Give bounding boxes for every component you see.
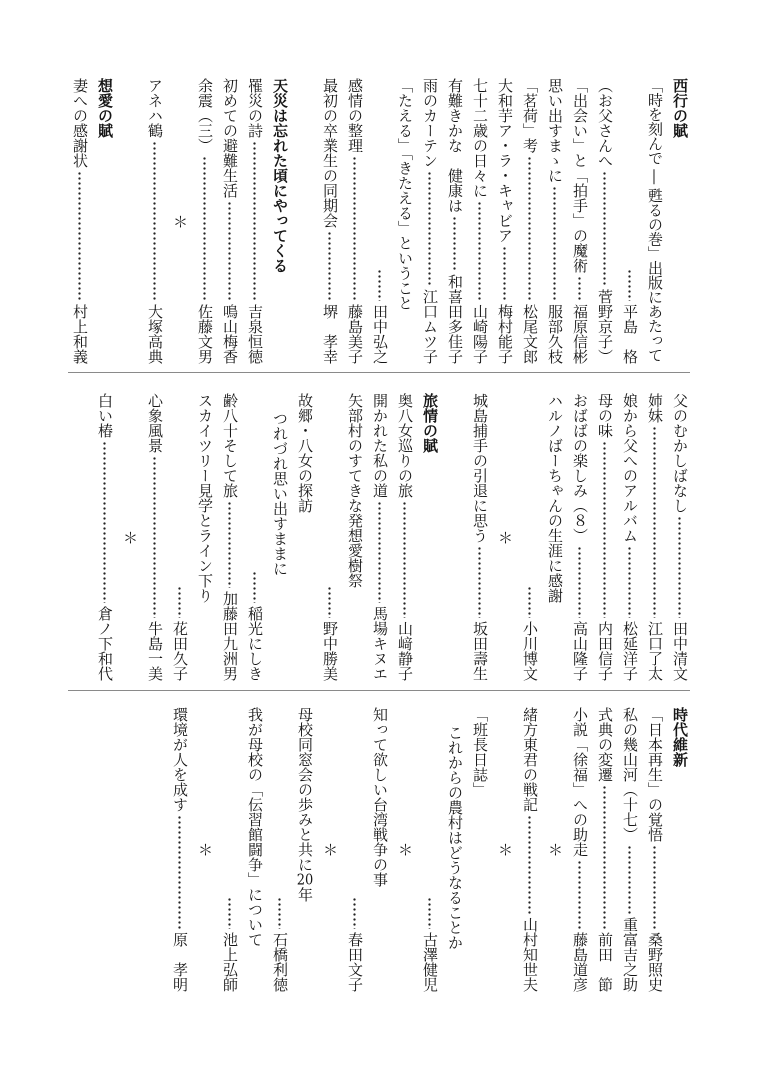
dot-leader bbox=[167, 586, 192, 618]
dot-leader bbox=[467, 546, 492, 618]
separator-mark bbox=[492, 393, 517, 681]
toc-entry-author-line bbox=[367, 78, 392, 364]
dot-leader bbox=[317, 231, 342, 301]
toc-entry-title-line bbox=[292, 707, 317, 992]
entry-author: 馬場キヌエ bbox=[371, 606, 389, 681]
toc-entry bbox=[217, 393, 242, 681]
toc-entry bbox=[317, 78, 342, 364]
separator-mark bbox=[492, 707, 517, 992]
entry-title: 「たえる」「きたえる」ということ bbox=[396, 78, 414, 311]
dot-leader bbox=[417, 897, 442, 929]
upright-number: 20 bbox=[296, 872, 314, 887]
toc-entry-author-line bbox=[617, 78, 642, 364]
toc-entry bbox=[367, 393, 392, 681]
entry-author: 内田信子 bbox=[596, 621, 614, 681]
entry-title: （お父さんへ bbox=[596, 78, 614, 168]
dot-leader bbox=[492, 246, 517, 301]
toc-entry-title-line bbox=[467, 707, 492, 992]
dot-leader bbox=[242, 571, 267, 603]
toc-entry-author-line bbox=[342, 707, 367, 992]
entry-author: 吉泉恒徳 bbox=[246, 304, 264, 364]
section-heading-text: 天災は忘れた頃にやってくる bbox=[271, 78, 289, 273]
toc-entry bbox=[442, 78, 467, 364]
dot-leader bbox=[142, 141, 167, 301]
toc-entry bbox=[592, 707, 617, 992]
dot-leader bbox=[242, 141, 267, 301]
dot-leader bbox=[342, 156, 367, 301]
toc-entry bbox=[667, 393, 692, 681]
entry-author: 牛島一美 bbox=[146, 621, 164, 681]
divider-line bbox=[68, 372, 690, 373]
dot-leader bbox=[392, 501, 417, 618]
blank-column bbox=[292, 78, 317, 364]
dot-leader bbox=[217, 501, 242, 588]
dot-leader bbox=[642, 845, 667, 929]
entry-title: 開かれた私の道 bbox=[371, 393, 389, 498]
blank-column bbox=[442, 393, 467, 681]
toc-entry-author-line bbox=[317, 393, 342, 681]
entry-title: 母校同窓会の歩みと共に20年 bbox=[296, 707, 314, 902]
dot-leader bbox=[342, 897, 367, 929]
entry-author: 菅野京子） bbox=[596, 289, 614, 364]
entry-author: 花田久子 bbox=[171, 621, 189, 681]
entry-author: 福原信彬 bbox=[571, 304, 589, 364]
dot-leader bbox=[567, 860, 592, 929]
dot-leader bbox=[217, 897, 242, 929]
entry-title: 環境が人を成す bbox=[171, 707, 189, 812]
entry-title: 大和芋ア・ラ・キャビア bbox=[496, 78, 514, 243]
toc-entry bbox=[642, 393, 667, 681]
entry-title: 雨のカーテン bbox=[421, 78, 439, 168]
section-heading bbox=[667, 707, 692, 992]
entry-title: 心象風景 bbox=[146, 393, 164, 453]
section-heading bbox=[267, 78, 292, 364]
toc-entry-title-line bbox=[542, 393, 567, 681]
dot-leader bbox=[67, 171, 92, 301]
entry-author: 桑野照史 bbox=[646, 932, 664, 992]
toc-entry-title-line bbox=[292, 393, 317, 681]
asterisk-mark: ＊ bbox=[171, 213, 189, 229]
toc-entry-subtitle-line bbox=[267, 393, 292, 681]
entry-author: 平島 格 bbox=[621, 304, 639, 364]
toc-entry bbox=[492, 78, 517, 364]
dot-leader bbox=[517, 156, 542, 301]
entry-author: 高山隆子 bbox=[571, 621, 589, 681]
entry-author: 山﨑静子 bbox=[396, 621, 414, 681]
section-heading bbox=[92, 78, 117, 364]
toc-entry bbox=[467, 78, 492, 364]
toc-entry-author-line bbox=[217, 707, 242, 992]
entry-author: 小川博文 bbox=[521, 621, 539, 681]
entry-title: 七十二歳の日々に bbox=[471, 78, 489, 198]
dot-leader bbox=[617, 546, 642, 618]
toc-band-bottom bbox=[67, 707, 692, 992]
toc-entry bbox=[417, 78, 442, 364]
toc-entry bbox=[567, 707, 592, 992]
entry-author: 野中勝美 bbox=[321, 621, 339, 681]
toc-band-middle bbox=[67, 393, 692, 681]
separator-mark bbox=[192, 707, 217, 992]
section-heading-text: 想愛の賦 bbox=[96, 78, 114, 138]
toc-entry bbox=[167, 707, 192, 992]
toc-entry-title-line bbox=[242, 707, 267, 992]
entry-author: 田中清文 bbox=[671, 621, 689, 681]
dot-leader bbox=[192, 156, 217, 301]
toc-entry bbox=[617, 393, 642, 681]
toc-entry bbox=[142, 393, 167, 681]
entry-title: 「出会い」と「拍手」の魔術 bbox=[571, 78, 589, 273]
dot-leader bbox=[417, 171, 442, 286]
entry-title: 私の幾山河（十七） bbox=[621, 707, 639, 842]
toc-entry-author-line bbox=[417, 707, 442, 992]
dot-leader bbox=[592, 171, 617, 286]
toc-entry bbox=[567, 393, 592, 681]
entry-title: 思い出すまゝに bbox=[546, 78, 564, 183]
entry-title: 小説「徐福」への助走 bbox=[571, 707, 589, 857]
dot-leader bbox=[517, 586, 542, 618]
entry-author: 原 孝明 bbox=[171, 932, 189, 992]
entry-author: 古澤健児 bbox=[421, 932, 439, 992]
entry-author: 松延洋子 bbox=[621, 621, 639, 681]
entry-title: 城島捕手の引退に思う bbox=[471, 393, 489, 543]
toc-entry bbox=[192, 78, 217, 364]
entry-title: ハルノばーちゃんの生涯に感謝 bbox=[546, 393, 564, 603]
dot-leader bbox=[367, 269, 392, 301]
entry-title: 矢部村のすてきな発想愛樹祭 bbox=[346, 393, 364, 588]
toc-entry bbox=[517, 707, 542, 992]
dot-leader bbox=[567, 276, 592, 301]
entry-author: 梅村能子 bbox=[496, 304, 514, 364]
entry-author: 藤島美子 bbox=[346, 304, 364, 364]
asterisk-mark: ＊ bbox=[496, 529, 514, 545]
toc-entry bbox=[592, 78, 617, 364]
asterisk-mark: ＊ bbox=[396, 842, 414, 857]
toc-band-top bbox=[67, 78, 692, 364]
dot-leader bbox=[267, 897, 292, 929]
entry-author: 服部久枝 bbox=[546, 304, 564, 364]
entry-author: 池上弘師 bbox=[221, 932, 239, 992]
dot-leader bbox=[617, 845, 642, 914]
toc-entry bbox=[467, 393, 492, 681]
entry-title: 「日本再生」の覚悟 bbox=[646, 707, 664, 842]
entry-title: 式典の変遷 bbox=[596, 707, 614, 782]
entry-author: 山崎陽子 bbox=[471, 304, 489, 364]
toc-entry-author-line bbox=[242, 393, 267, 681]
entry-title: 奥八女巡りの旅 bbox=[396, 393, 414, 498]
dot-leader bbox=[567, 546, 592, 618]
entry-author: 石橋利徳 bbox=[271, 932, 289, 992]
asterisk-mark: ＊ bbox=[496, 842, 514, 857]
toc-entry bbox=[92, 393, 117, 681]
entry-author: 江口了太 bbox=[646, 621, 664, 681]
entry-author: 重富吉之助 bbox=[621, 917, 639, 992]
entry-author: 山村知世夫 bbox=[521, 917, 539, 992]
entry-author: 坂田壽生 bbox=[471, 621, 489, 681]
entry-author: 倉ノ下和代 bbox=[96, 606, 114, 681]
entry-author: 前田 節 bbox=[596, 932, 614, 992]
entry-title: スカイツリー見学とライン下り bbox=[196, 393, 214, 603]
separator-mark bbox=[167, 78, 192, 364]
dot-leader bbox=[592, 785, 617, 929]
separator-mark bbox=[542, 707, 567, 992]
toc-entry-title-line bbox=[192, 393, 217, 681]
dot-leader bbox=[667, 516, 692, 618]
toc-entry-subtitle-line bbox=[442, 707, 467, 992]
toc-entry-title-line bbox=[342, 393, 367, 681]
entry-author: 佐藤文男 bbox=[196, 304, 214, 364]
entry-title: 妻への感謝状 bbox=[71, 78, 89, 168]
entry-subtitle: つれづれ思い出すままに bbox=[271, 411, 289, 576]
toc-entry-title-line bbox=[392, 78, 417, 364]
dot-leader bbox=[317, 586, 342, 618]
entry-title: おばばの楽しみ（８） bbox=[571, 393, 589, 543]
dot-leader bbox=[517, 815, 542, 914]
separator-mark bbox=[117, 393, 142, 681]
entry-author: 藤島道彦 bbox=[571, 932, 589, 992]
entry-author: 田中弘之 bbox=[371, 304, 389, 364]
section-heading bbox=[417, 393, 442, 681]
toc-entry bbox=[542, 78, 567, 364]
toc-entry bbox=[567, 78, 592, 364]
entry-author: 春田文子 bbox=[346, 932, 364, 992]
asterisk-mark: ＊ bbox=[121, 529, 139, 545]
entry-title: 余震（三） bbox=[196, 78, 214, 153]
toc-entry bbox=[217, 78, 242, 364]
entry-title: 白い椿 bbox=[96, 393, 114, 438]
entry-author: 松尾文郎 bbox=[521, 304, 539, 364]
entry-title: 父のむかしばなし bbox=[671, 393, 689, 513]
asterisk-mark: ＊ bbox=[546, 842, 564, 857]
entry-subtitle: これからの農村はどうなることか bbox=[446, 725, 464, 950]
dot-leader bbox=[642, 426, 667, 618]
toc-entry bbox=[592, 393, 617, 681]
entry-title: 初めての避難生活 bbox=[221, 78, 239, 198]
toc-entry bbox=[617, 707, 642, 992]
entry-author: 堺 孝幸 bbox=[321, 304, 339, 364]
section-heading-text: 西行の賦 bbox=[671, 78, 689, 138]
entry-title: 緒方東君の戦記 bbox=[521, 707, 539, 812]
entry-title: 最初の卒業生の同期会 bbox=[321, 78, 339, 228]
entry-title: 罹災の詩 bbox=[246, 78, 264, 138]
blank-column bbox=[117, 78, 142, 364]
toc-entry bbox=[342, 78, 367, 364]
toc-entry bbox=[517, 78, 542, 364]
entry-author: 鳴山梅香 bbox=[221, 304, 239, 364]
dot-leader bbox=[367, 501, 392, 603]
dot-leader bbox=[467, 201, 492, 301]
entry-title: 感情の整理 bbox=[346, 78, 364, 153]
entry-title: アネハ鶴 bbox=[146, 78, 164, 138]
toc-entry bbox=[142, 78, 167, 364]
toc-entry-author-line bbox=[517, 393, 542, 681]
entry-author: 和喜田多佳子 bbox=[446, 274, 464, 364]
toc-entry bbox=[67, 78, 92, 364]
toc-entry-title-line bbox=[367, 707, 392, 992]
dot-leader bbox=[592, 441, 617, 618]
entry-author: 稲光にしき bbox=[246, 606, 264, 681]
entry-title: 有難きかな 健康は bbox=[446, 78, 464, 213]
toc-entry-author-line bbox=[267, 707, 292, 992]
entry-author: 村上和義 bbox=[71, 304, 89, 364]
dot-leader bbox=[617, 269, 642, 301]
entry-author: 江口ムツ子 bbox=[421, 289, 439, 364]
section-heading bbox=[667, 78, 692, 364]
dot-leader bbox=[542, 186, 567, 301]
entry-title: 「時を刻んで ― 甦るの巻」出版にあたって bbox=[646, 78, 664, 363]
toc-entry bbox=[642, 707, 667, 992]
toc-entry bbox=[242, 78, 267, 364]
entry-title: 故郷・八女の探訪 bbox=[296, 393, 314, 513]
entry-title: 知って欲しい台湾戦争の事 bbox=[371, 707, 389, 887]
asterisk-mark: ＊ bbox=[321, 842, 339, 857]
separator-mark bbox=[317, 707, 342, 992]
entry-title: 我が母校の「伝習館闘争」について bbox=[246, 707, 264, 947]
entry-title: 「茗荷」考 bbox=[521, 78, 539, 153]
toc-entry bbox=[392, 393, 417, 681]
asterisk-mark: ＊ bbox=[196, 842, 214, 857]
toc-entry-title-line bbox=[642, 78, 667, 364]
dot-leader bbox=[217, 201, 242, 301]
dot-leader bbox=[92, 441, 117, 603]
entry-author: 加藤田九洲男 bbox=[221, 591, 239, 681]
divider-line bbox=[68, 690, 690, 691]
section-heading-text: 旅情の賦 bbox=[421, 393, 439, 453]
dot-leader bbox=[442, 216, 467, 271]
separator-mark bbox=[392, 707, 417, 992]
entry-author: 大塚高典 bbox=[146, 304, 164, 364]
entry-title: 姉妹 bbox=[646, 393, 664, 423]
entry-title: 母の味 bbox=[596, 393, 614, 438]
section-heading-text: 時代維新 bbox=[671, 707, 689, 767]
dot-leader bbox=[142, 456, 167, 618]
entry-title: 「班長日誌」 bbox=[471, 707, 489, 797]
entry-title: 娘から父へのアルバム bbox=[621, 393, 639, 543]
entry-title: 齢八十そして旅 bbox=[221, 393, 239, 498]
dot-leader bbox=[167, 815, 192, 929]
toc-entry-author-line bbox=[167, 393, 192, 681]
